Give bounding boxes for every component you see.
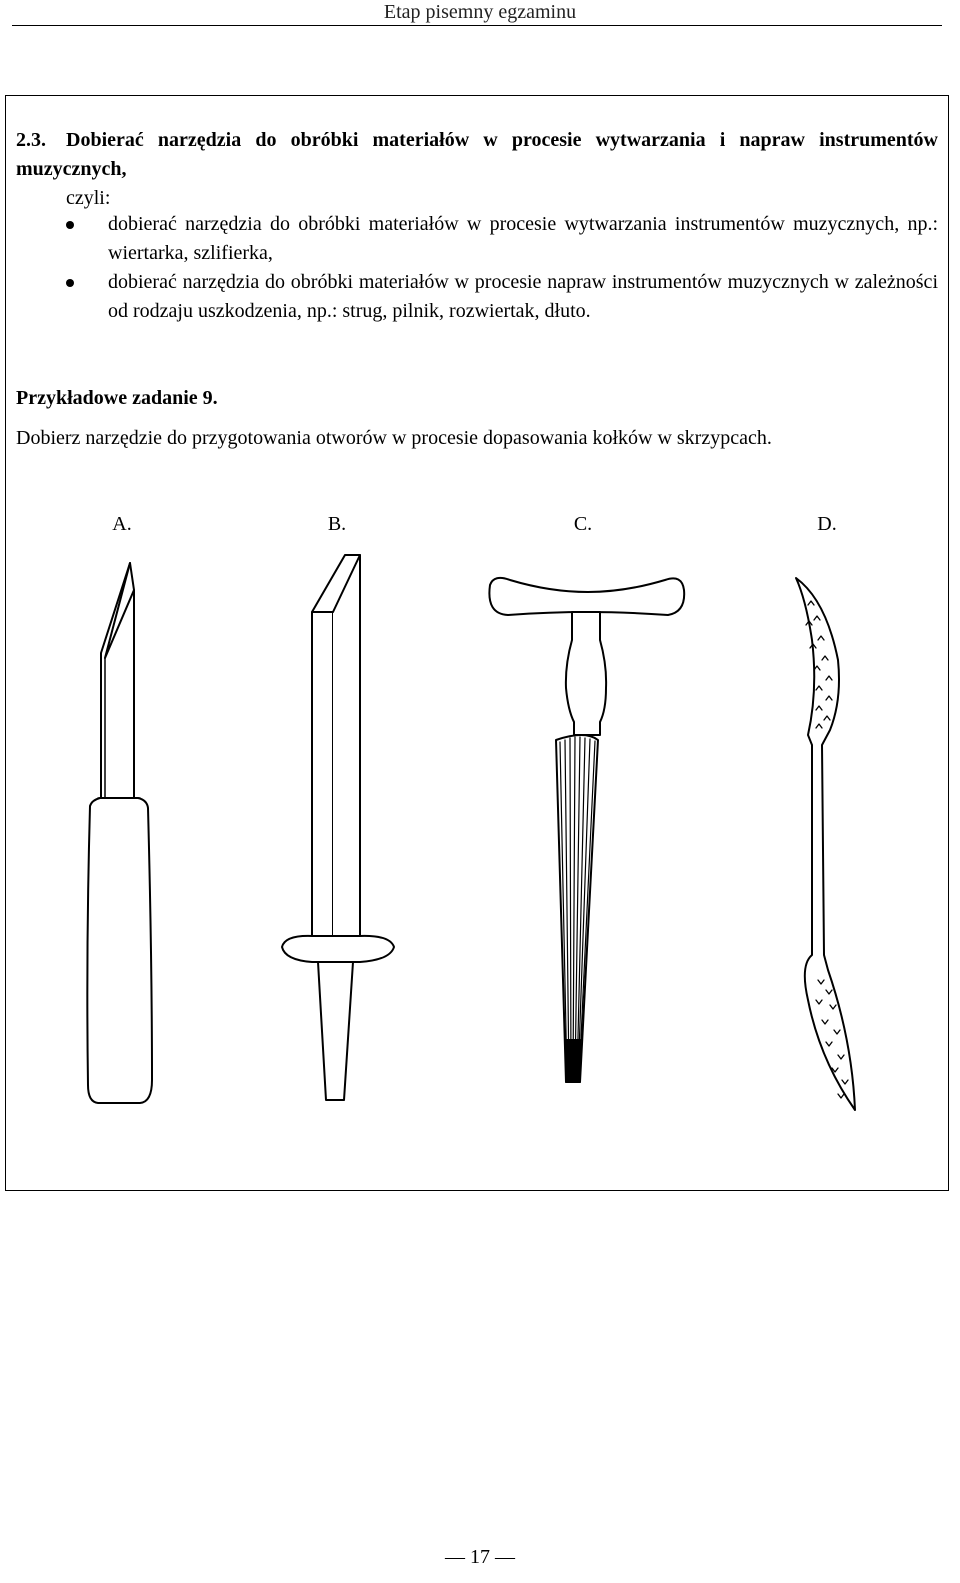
task-heading: Przykładowe zadanie 9.: [16, 387, 218, 409]
option-a-label: A.: [112, 513, 132, 535]
task-question: Dobierz narzędzie do przygotowania otworów w procesie dopasowania kołków w skrzypcach.: [16, 427, 772, 449]
section-number: 2.3.: [16, 129, 46, 151]
running-header: Etap pisemny egzaminu: [383, 1, 577, 23]
option-b-label: B.: [327, 513, 347, 535]
list-item: dobierać narzędzia do obróbki materiałów w procesie wytwarzania instrumentów muzycznych, np.: wiertarka, szlifierka,: [66, 210, 938, 268]
page-number: — 17 —: [445, 1546, 515, 1568]
section-intro: czyli:: [66, 187, 111, 209]
option-c-label: C.: [573, 513, 593, 535]
rasp-icon: [796, 578, 855, 1110]
option-d-label: D.: [817, 513, 837, 535]
reamer-icon: [489, 578, 684, 1082]
chisel-icon: [282, 555, 394, 1100]
section-title-text: Dobierać narzędzia do obróbki materiałów w procesie wytwarzania i napraw instrumentów muzycznych,: [16, 129, 938, 180]
knife-icon: [87, 563, 152, 1103]
list-item: dobierać narzędzia do obróbki materiałów w procesie napraw instrumentów muzycznych w zależności od rodzaju uszkodzenia, np.: strug, pilnik, rozwiertak, dłuto.: [66, 268, 938, 326]
